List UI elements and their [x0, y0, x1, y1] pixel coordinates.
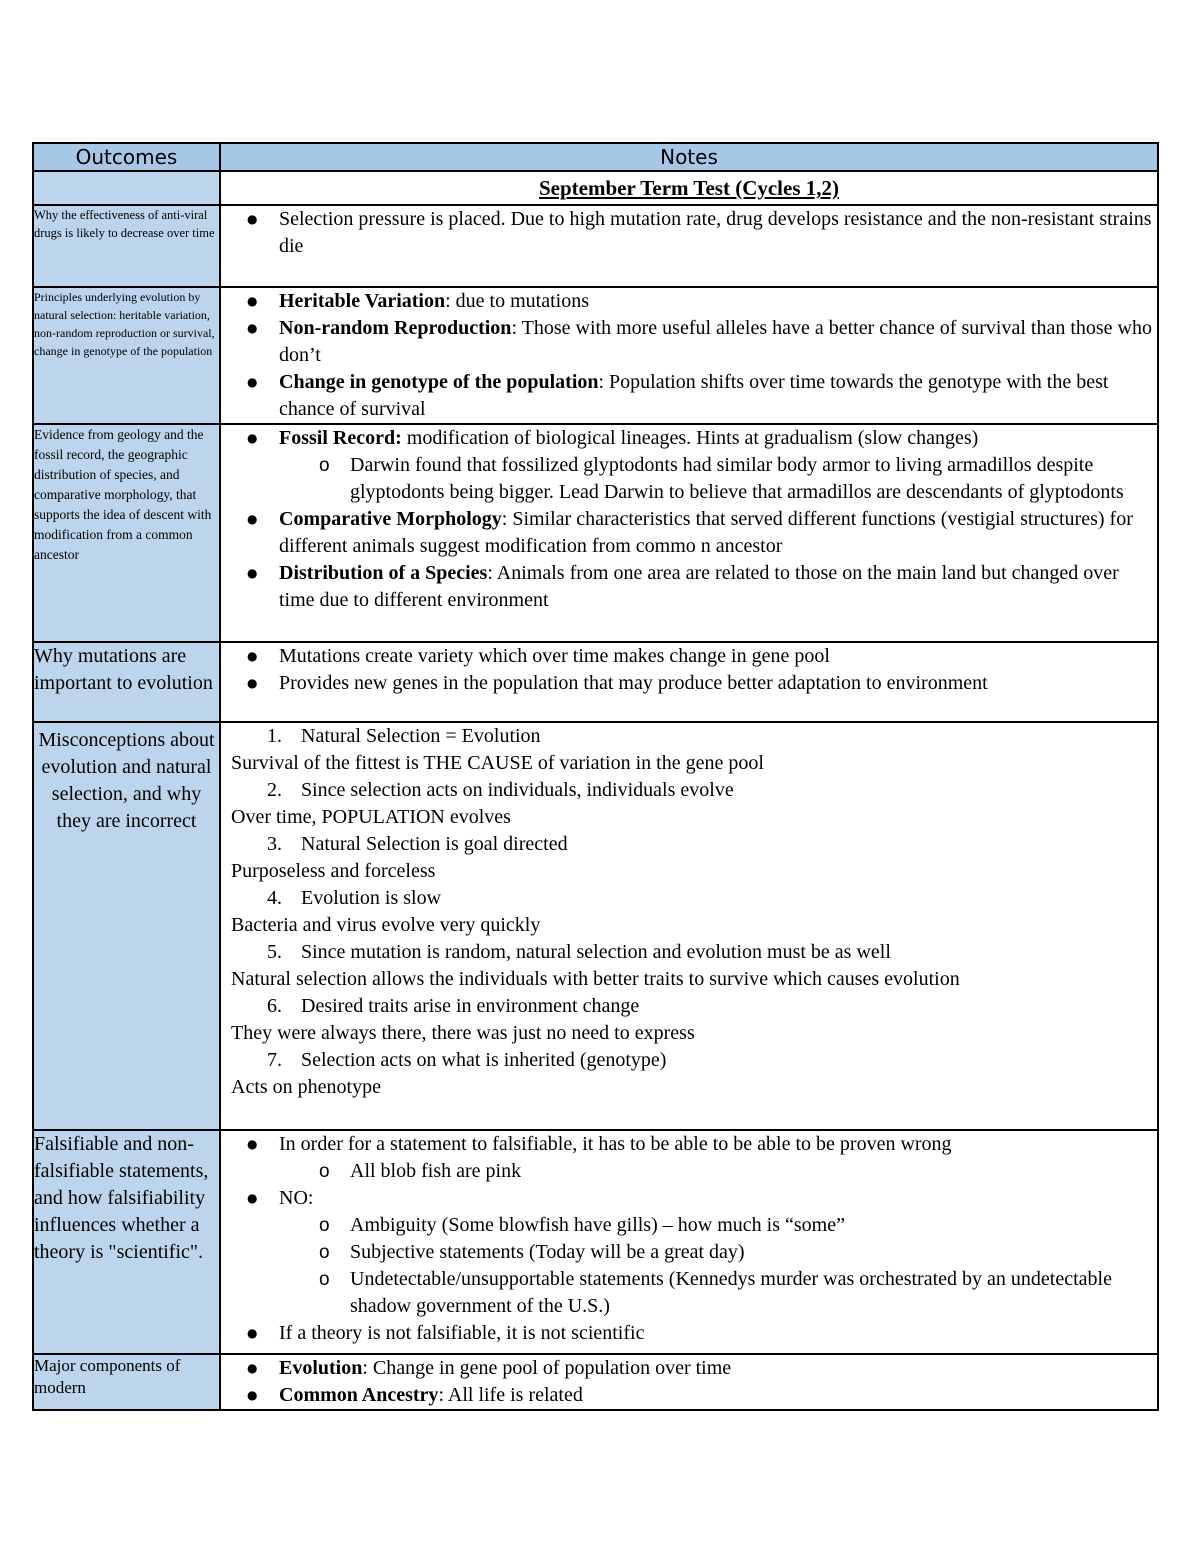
outcome-components: Major components of modern — [33, 1354, 220, 1410]
bullet-item: ● NO: o Ambiguity (Some blowfish have gills) – how much is “some” o Subjective statements (Today will be a great day) o Undetectable/unsupportable statements (Kennedys murder was orchestrated by an undetectable shadow government of the U.S.) — [221, 1185, 1157, 1320]
bullet-item: ● Selection pressure is placed. Due to high mutation rate, drug develops resistance and the non-resistant strains die — [221, 206, 1157, 260]
bullet-item: ● Mutations create variety which over time makes change in gene pool — [221, 643, 1157, 670]
bullet-item: ● Comparative Morphology: Similar characteristics that served different functions (vestigial structures) for different animals suggest modification from commo n ancestor — [221, 506, 1157, 560]
notes-components — [220, 1354, 1158, 1410]
outcome-antiviral: Why the effectiveness of anti-viral drugs is likely to decrease over time — [33, 205, 220, 287]
term-title: September Term Test (Cycles 1,2) — [539, 176, 839, 200]
notes-principles — [220, 287, 1158, 424]
bullet-item: ● Change in genotype of the population: Population shifts over time towards the genotype with the best chance of survival — [221, 369, 1157, 423]
bullet-item: ● If a theory is not falsifiable, it is not scientific — [221, 1320, 1157, 1347]
row-mutations — [33, 642, 1158, 722]
row-principles — [33, 287, 1158, 424]
misconception-item: 4. Evolution is slow Bacteria and virus evolve very quickly — [231, 887, 541, 936]
misconception-item: 2. Since selection acts on individuals, individuals evolve Over time, POPULATION evolves — [231, 779, 734, 828]
bullet-item: ● Common Ancestry: All life is related — [221, 1382, 1157, 1409]
outcome-misconceptions: Misconceptions about evolution and natural selection, and why they are incorrect — [33, 722, 220, 1130]
notes-mutations — [220, 642, 1158, 722]
bullet-item: ● Evolution: Change in gene pool of population over time — [221, 1355, 1157, 1382]
notes-misconceptions — [220, 722, 1158, 1130]
header-row — [33, 143, 1158, 171]
misconception-item: 1. Natural Selection = Evolution Survival of the fittest is THE CAUSE of variation in the gene pool — [231, 725, 764, 774]
outcome-evidence: Evidence from geology and the fossil record, the geographic distribution of species, and comparative morphology, that supports the idea of descent with modification from a common ancestor — [33, 424, 220, 642]
outcome-falsifiable: Falsifiable and non-falsifiable statements, and how falsifiability influences whether a theory is "scientific". — [33, 1130, 220, 1354]
bullet-item: ● Provides new genes in the population that may produce better adaptation to environment — [221, 670, 1157, 697]
row-misconceptions — [33, 722, 1158, 1130]
outcomes-header: Outcomes — [33, 143, 220, 171]
bullet-item: ● Fossil Record: modification of biological lineages. Hints at gradualism (slow changes) o Darwin found that fossilized glyptodonts had similar body armor to living armadillos despite glyptodonts being bigger. Lead Darwin to believe that armadillos are descendants of glyptodonts — [221, 425, 1157, 506]
sub-bullet-item: o Subjective statements (Today will be a great day) — [221, 1239, 1157, 1266]
outcome-principles: Principles underlying evolution by natural selection: heritable variation, non-random reproduction or survival, change in genotype of the population — [33, 287, 220, 424]
notes-evidence — [220, 424, 1158, 642]
misconception-item: 5. Since mutation is random, natural selection and evolution must be as well Natural selection allows the individuals with better traits to survive which causes evolution — [231, 941, 960, 990]
bullet-item: ● Non-random Reproduction: Those with more useful alleles have a better chance of survival than those who don’t — [221, 315, 1157, 369]
notes-antiviral — [220, 205, 1158, 287]
bullet-item: ● In order for a statement to falsifiable, it has to be able to be able to be proven wrong o All blob fish are pink — [221, 1131, 1157, 1185]
term-outcome-cell — [33, 171, 220, 205]
outcome-mutations: Why mutations are important to evolution — [33, 642, 220, 722]
notes-table — [32, 142, 1159, 1411]
notes-falsifiable — [220, 1130, 1158, 1354]
sub-bullet-item: o Darwin found that fossilized glyptodonts had similar body armor to living armadillos despite glyptodonts being bigger. Lead Darwin to believe that armadillos are descendants of glyptodonts — [221, 452, 1157, 506]
sub-bullet-item: o All blob fish are pink — [221, 1158, 1157, 1185]
row-evidence — [33, 424, 1158, 642]
misconception-item: 6. Desired traits arise in environment change They were always there, there was just no need to express — [231, 995, 695, 1044]
term-title-cell — [220, 171, 1158, 205]
bullet-item: ● Heritable Variation: due to mutations — [221, 288, 1157, 315]
notes-header: Notes — [220, 143, 1158, 171]
row-antiviral — [33, 205, 1158, 287]
sub-bullet-item: o Ambiguity (Some blowfish have gills) – how much is “some” — [221, 1212, 1157, 1239]
sub-bullet-item: o Undetectable/unsupportable statements (Kennedys murder was orchestrated by an undetectable shadow government of the U.S.) — [221, 1266, 1157, 1320]
term-row — [33, 171, 1158, 205]
row-falsifiable — [33, 1130, 1158, 1354]
misconception-item: 3. Natural Selection is goal directed Purposeless and forceless — [231, 833, 568, 882]
row-components — [33, 1354, 1158, 1410]
misconception-item: 7. Selection acts on what is inherited (genotype) Acts on phenotype — [231, 1049, 667, 1098]
bullet-item: ● Distribution of a Species: Animals from one area are related to those on the main land but changed over time due to different environment — [221, 560, 1157, 614]
